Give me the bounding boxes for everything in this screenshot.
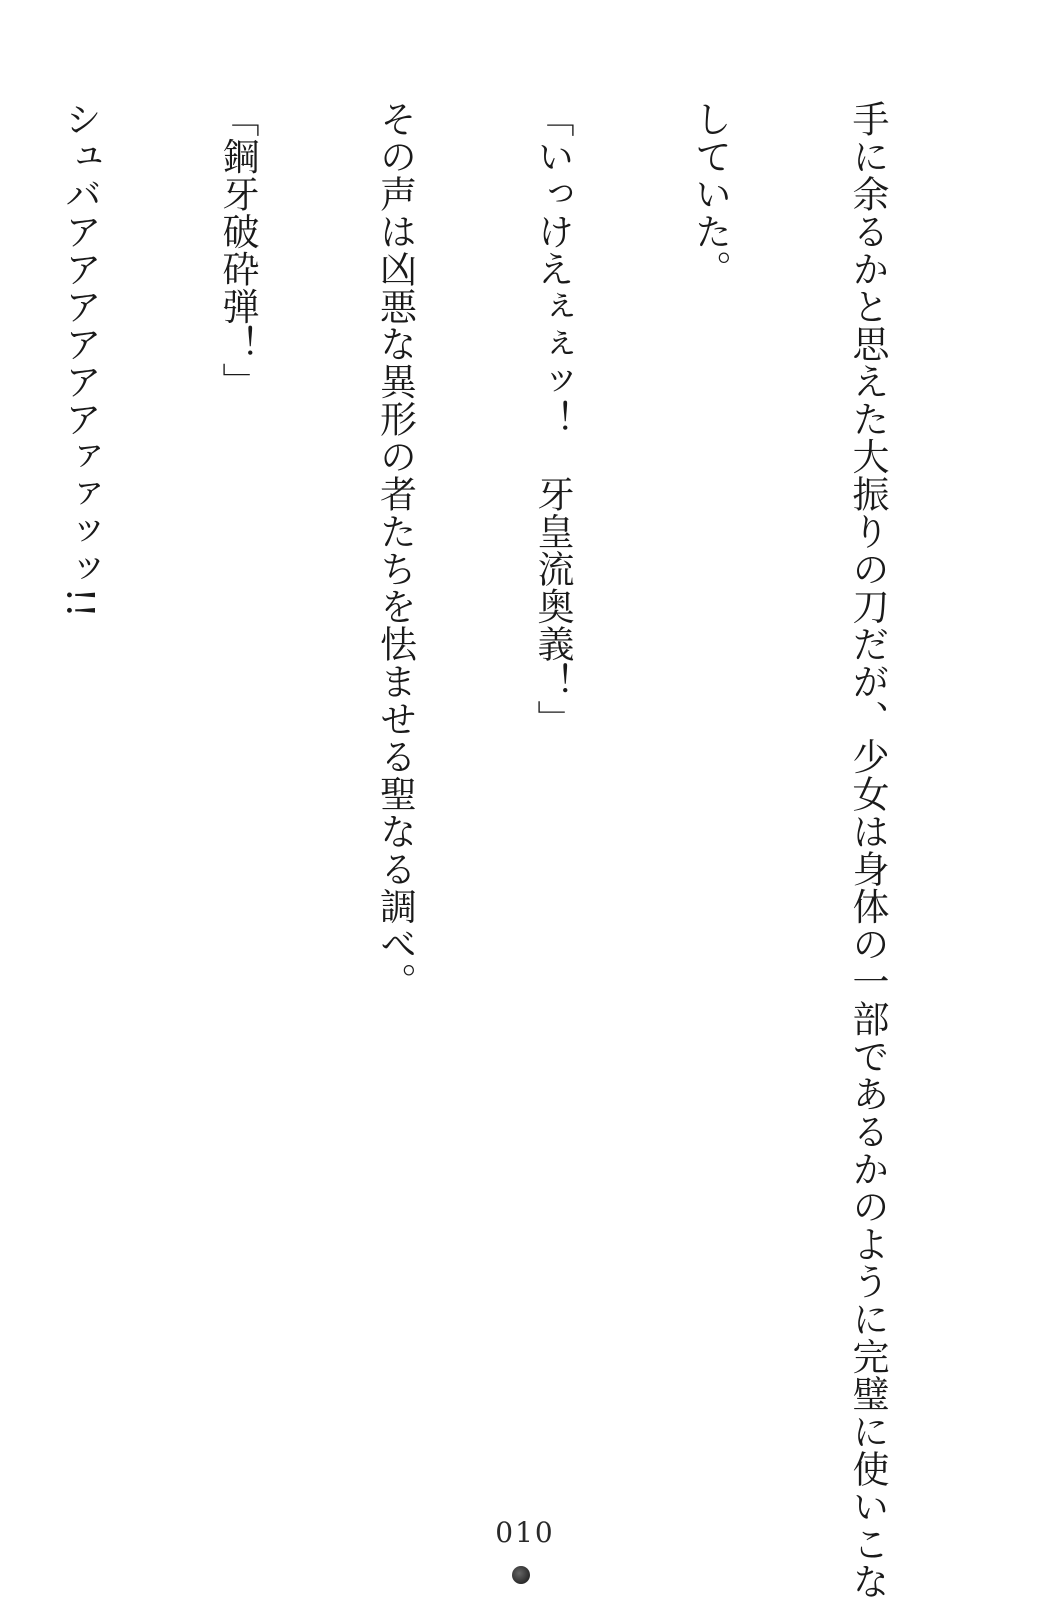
text-line-4: その声は凶悪な異形の者たちを怯ませる聖なる調べ。 (373, 100, 417, 1000)
text-line-2: していた。 (688, 100, 732, 288)
page-ornament-dot-icon (512, 1566, 530, 1584)
text-line-5: 「鋼牙破砕弾！」 (216, 100, 259, 400)
text-line-6: シュバアアアアアアァァッッ!! (58, 100, 102, 619)
page-number: 010 (495, 1516, 555, 1549)
text-line-1: 手に余るかと思えた大振りの刀だが、少女は身体の一部であるかのように完璧に使いこな (846, 100, 889, 1600)
text-line-3: 「いっけえぇぇッ！ 牙皇流奥義！」 (531, 100, 574, 738)
